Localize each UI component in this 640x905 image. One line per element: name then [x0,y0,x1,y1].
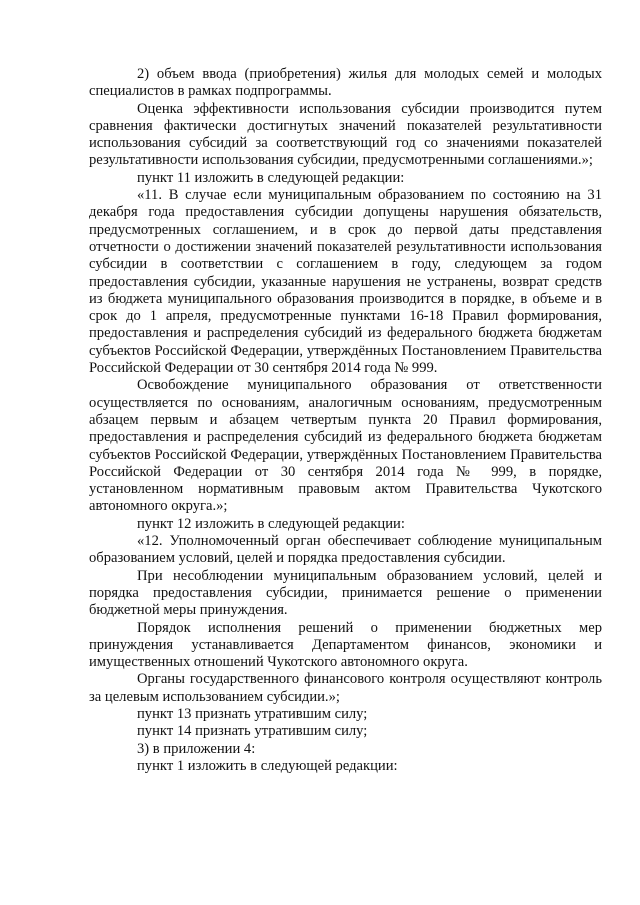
paragraph-point-13-void: пункт 13 признать утратившим силу; [137,705,368,722]
paragraph-point-14-void: пункт 14 признать утратившим силу; [137,723,368,740]
paragraph-point-11-intro: пункт 11 изложить в следующей редакции: [137,169,405,186]
paragraph-noncompliance: При несоблюдении муниципальным образованием условий, целей и порядка предоставления субсидии, принимается решение о применении бюджетной меры принуждения. [89,567,602,619]
paragraph-point-1-intro: пункт 1 изложить в следующей редакции: [137,757,398,774]
paragraph-enforcement-procedure: Порядок исполнения решений о применении бюджетных мер принуждения устанавливается Департаментом финансов, экономики и имущественных отношений Чукотского автономного округа. [89,619,602,671]
paragraph-efficiency-assessment: Оценка эффективности использования субсидии производится путем сравнения фактически достигнутых значений показателей результативности использования субсидий за соответствующий год со значениями показателей результативности использования субсидии, предусмотренными соглашениями.»; [89,100,602,169]
paragraph-point-11-text: «11. В случае если муниципальным образованием по состоянию на 31 декабря года предоставления субсидии допущены нарушения обязательств, предусмотренных соглашением, и в срок до первой даты представления отчетности о достижении значений показателей результативности использования субсидии в соответствии с соглашением в году, следующем за годом предоставления субсидии, указанные нарушения не устранены, возврат средств из бюджета муниципального образования производится в порядке, в объеме и в срок до 1 апреля, предусмотренные пунктами 16-18 Правил формирования, предоставления и распределения субсидий из федерального бюджета бюджетам субъектов Российской Федерации, утверждённых Постановлением Правительства Российской Федерации от 30 сентября 2014 года № 999. [89,187,602,377]
paragraph-liability-exemption: Освобождение муниципального образования от ответственности осуществляется по основаниям, аналогичным основаниям, предусмотренным абзацем первым и абзацем четвертым пункта 20 Правил формирования, предоставления и распределения субсидий из федерального бюджета бюджетам субъектов Российской Федерации, утверждённых Постановлением Правительства Российской Федерации от 30 сентября 2014 года № 999, в порядке, установленном нормативным правовым актом Правительства Чукотского автономного округа.»; [89,377,602,515]
paragraph-financial-control: Органы государственного финансового контроля осуществляют контроль за целевым использованием субсидии.»; [89,671,602,705]
paragraph-point-12-intro: пункт 12 изложить в следующей редакции: [137,515,405,532]
paragraph-item-2-volume: 2) объем ввода (приобретения) жилья для молодых семей и молодых специалистов в рамках подпрограммы. [89,66,602,100]
document-page [89,66,602,775]
paragraph-point-12-text: «12. Уполномоченный орган обеспечивает соблюдение муниципальным образованием условий, целей и порядка предоставления субсидии. [89,533,602,567]
paragraph-appendix-4: 3) в приложении 4: [137,740,256,757]
